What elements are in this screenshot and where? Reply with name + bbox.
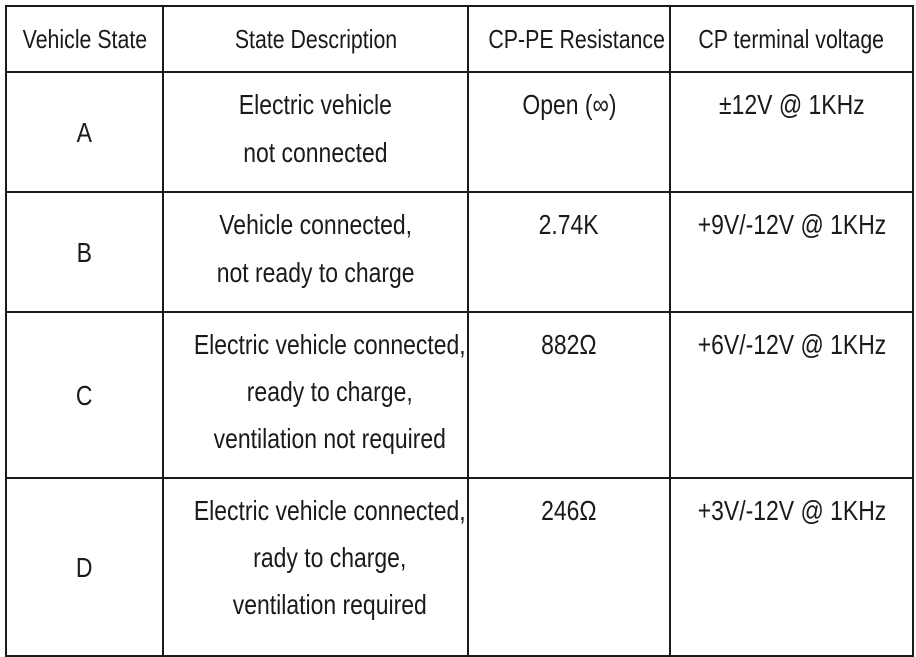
cell-state: D xyxy=(6,478,163,656)
cell-resistance: Open (∞) xyxy=(468,72,670,192)
header-cp-terminal-voltage: CP terminal voltage xyxy=(670,6,913,72)
table-header-row xyxy=(6,6,913,72)
cell-voltage: ±12V @ 1KHz xyxy=(670,72,913,192)
cell-resistance: 246Ω xyxy=(468,478,670,656)
table-row-state-c xyxy=(6,312,913,478)
vehicle-state-table xyxy=(5,5,914,657)
cell-state: B xyxy=(6,192,163,312)
cell-description: Electric vehicle not connected xyxy=(163,72,468,192)
cell-description: Electric vehicle connected, rady to charge, ventilation required xyxy=(163,478,468,656)
table-row-state-b xyxy=(6,192,913,312)
cell-resistance: 2.74K xyxy=(468,192,670,312)
header-vehicle-state: Vehicle State xyxy=(6,6,163,72)
table-row-state-d xyxy=(6,478,913,656)
header-cp-pe-resistance: CP-PE Resistance xyxy=(468,6,670,72)
cell-state: C xyxy=(6,312,163,478)
cell-resistance: 882Ω xyxy=(468,312,670,478)
table-row-state-a xyxy=(6,72,913,192)
cell-description: Vehicle connected, not ready to charge xyxy=(163,192,468,312)
cell-voltage: +3V/-12V @ 1KHz xyxy=(670,478,913,656)
vehicle-state-table-container xyxy=(5,5,912,626)
cell-description: Electric vehicle connected, ready to charge, ventilation not required xyxy=(163,312,468,478)
header-state-description: State Description xyxy=(163,6,468,72)
cell-state: A xyxy=(6,72,163,192)
cell-voltage: +6V/-12V @ 1KHz xyxy=(670,312,913,478)
cell-voltage: +9V/-12V @ 1KHz xyxy=(670,192,913,312)
